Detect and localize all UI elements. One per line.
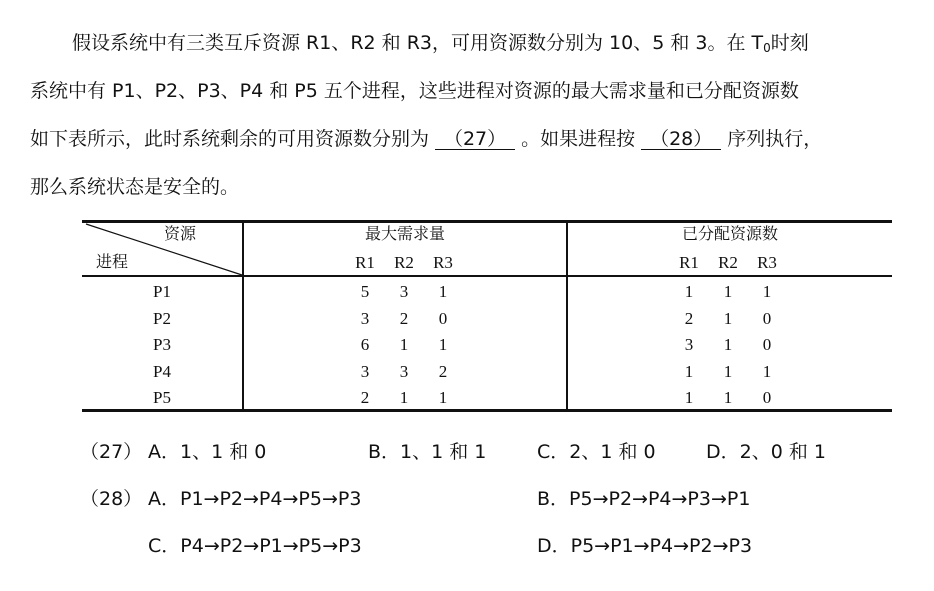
- group-header-max-demand: 最大需求量: [364, 224, 445, 243]
- paragraph-line-3: [30, 127, 822, 151]
- alloc-r3-cell: 0: [762, 308, 772, 328]
- table-bottom-rule: [82, 409, 892, 412]
- max-r1-cell: 3: [360, 308, 370, 328]
- alloc-r1-cell: 1: [684, 282, 694, 301]
- max-r1-cell: 2: [360, 388, 370, 407]
- process-name: P5: [153, 388, 171, 407]
- sub-header-r2: R2: [718, 253, 738, 272]
- paragraph-line-2: [30, 79, 799, 103]
- max-r3-cell: 0: [438, 308, 448, 328]
- subscript: 0: [763, 41, 771, 55]
- alloc-r1-cell: 1: [684, 388, 694, 407]
- alloc-r3-cell: 0: [762, 388, 772, 407]
- group-header-allocated: 已分配资源数: [681, 224, 778, 243]
- max-r3-cell: 1: [438, 282, 448, 301]
- resource-table: [82, 220, 892, 412]
- blank-28: （28）: [641, 129, 721, 150]
- max-r3-cell: 2: [438, 361, 448, 381]
- paragraph-text: 时刻: [770, 32, 809, 54]
- sub-header-r3: R3: [433, 253, 453, 272]
- alloc-r1-cell: 3: [684, 335, 694, 354]
- max-r1-cell: 5: [360, 282, 370, 301]
- max-r3-cell: 1: [438, 388, 448, 407]
- paragraph-text: 假设系统中有三类互斥资源 R1、R2 和 R3，可用资源数分别为 10、5 和 3。在 T: [72, 32, 764, 54]
- q28-label: （28）: [80, 488, 143, 510]
- alloc-r3-cell: 1: [762, 361, 772, 381]
- q27-option-b: B．1、1 和 1: [368, 441, 487, 463]
- max-r3-cell: 1: [438, 335, 448, 354]
- paragraph-text: 系统中有 P1、P2、P3、P4 和 P5 五个进程，这些进程对资源的最大需求量和已分配资源数: [30, 80, 799, 102]
- max-r2-cell: 2: [399, 308, 409, 328]
- sub-header-r2: R2: [394, 253, 414, 272]
- paragraph-text: 。如果进程按: [521, 128, 636, 150]
- paragraph-text: 如下表所示，此时系统剩余的可用资源数分别为: [30, 128, 430, 150]
- max-r2-cell: 1: [399, 335, 409, 354]
- alloc-r1-cell: 1: [684, 361, 694, 381]
- sub-header-r1: R1: [355, 253, 375, 272]
- max-r1-cell: 3: [360, 361, 370, 381]
- alloc-r3-cell: 1: [762, 282, 772, 301]
- blank-27: （27）: [435, 129, 515, 150]
- q28-option-a: A．P1→P2→P4→P5→P3: [148, 488, 362, 510]
- table-divider: [566, 220, 568, 412]
- sub-header-r3: R3: [757, 253, 777, 272]
- max-r1-cell: 6: [360, 335, 370, 354]
- q27-option-c: C．2、1 和 0: [537, 441, 656, 463]
- paragraph-text: 序列执行，: [727, 128, 823, 150]
- alloc-r2-cell: 1: [723, 282, 733, 301]
- process-name: P4: [153, 361, 171, 381]
- q28-option-c: C．P4→P2→P1→P5→P3: [148, 535, 362, 557]
- max-r2-cell: 1: [399, 388, 409, 407]
- paragraph-text: 那么系统状态是安全的。: [30, 176, 240, 198]
- paragraph-line-1: [72, 31, 809, 60]
- alloc-r2-cell: 1: [723, 388, 733, 407]
- max-r2-cell: 3: [399, 282, 409, 301]
- alloc-r2-cell: 1: [723, 361, 733, 381]
- alloc-r3-cell: 0: [762, 335, 772, 354]
- paragraph-line-4: [30, 175, 239, 199]
- process-name: P2: [153, 308, 171, 328]
- q28-option-b: B．P5→P2→P4→P3→P1: [537, 488, 751, 510]
- process-name: P1: [153, 282, 171, 301]
- corner-header-process: 进程: [95, 252, 128, 271]
- sub-header-r1: R1: [679, 253, 699, 272]
- alloc-r2-cell: 1: [723, 335, 733, 354]
- max-r2-cell: 3: [399, 361, 409, 381]
- alloc-r2-cell: 1: [723, 308, 733, 328]
- corner-header-resource: 资源: [163, 224, 196, 243]
- q27-option-d: D．2、0 和 1: [706, 441, 826, 463]
- q28-option-d: D．P5→P1→P4→P2→P3: [537, 535, 753, 557]
- process-name: P3: [153, 335, 171, 354]
- q27-option-a: A．1、1 和 0: [148, 441, 267, 463]
- q27-label: （27）: [80, 441, 143, 463]
- alloc-r1-cell: 2: [684, 308, 694, 328]
